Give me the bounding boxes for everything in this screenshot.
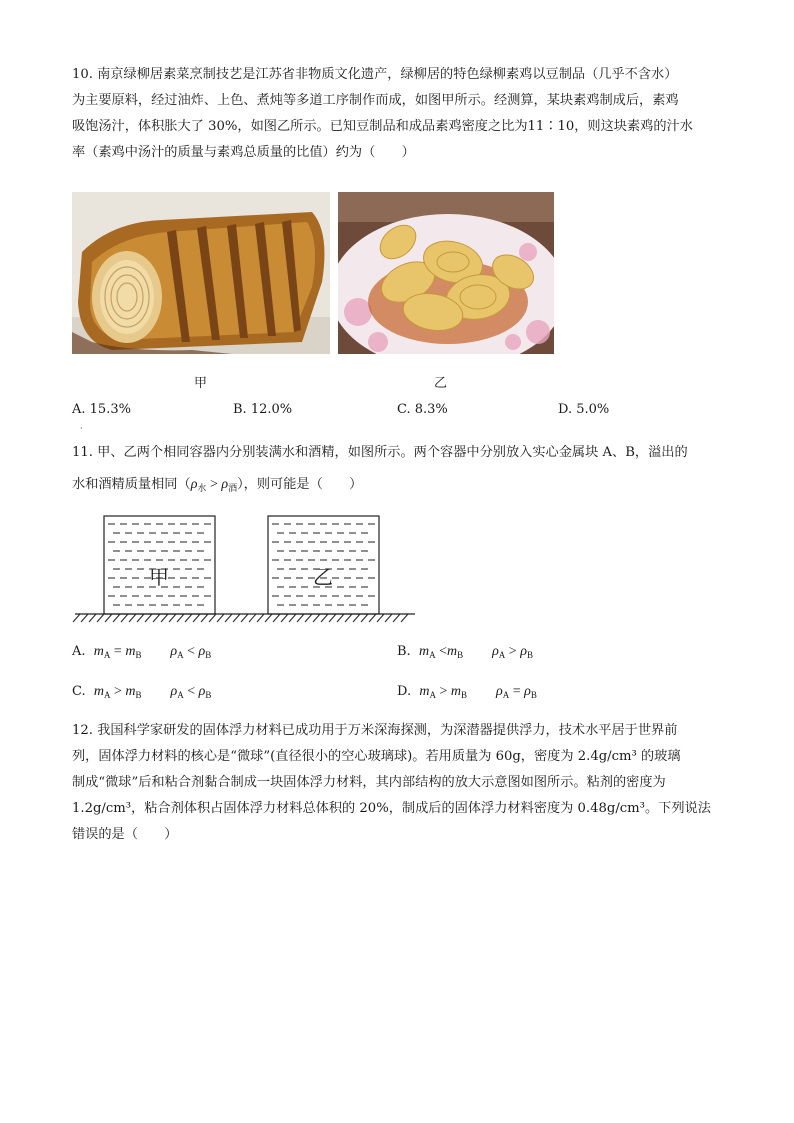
- q11-option-d: D. $m_A > m_B$ $\rho_A = \rho_B$: [397, 684, 537, 700]
- ground-hatch-line: [361, 614, 368, 622]
- ground-hatch-line: [337, 614, 344, 622]
- ground-hatch-line: [353, 614, 360, 622]
- ground-hatch-line: [265, 614, 272, 622]
- q10-option-d: D. 5.0%: [558, 402, 610, 417]
- q10-line-3: 吸饱汤汁，体积胀大了 30%，如图乙所示。已知豆制品和成品素鸡密度之比为11∶10，则这块素鸡的汁水: [72, 119, 693, 134]
- ground-hatch-line: [137, 614, 144, 622]
- container-yi-label: 乙: [313, 565, 333, 589]
- ground-hatch-line: [97, 614, 104, 622]
- ground-hatch-line: [209, 614, 216, 622]
- ground-hatch-line: [321, 614, 328, 622]
- ground-hatch-line: [217, 614, 224, 622]
- ground-hatch-line: [305, 614, 312, 622]
- ground-hatch-line: [329, 614, 336, 622]
- ground-hatch-line: [121, 614, 128, 622]
- caption-yi: 乙: [434, 376, 448, 391]
- ground-hatch-line: [257, 614, 264, 622]
- q12-line-2: 列，固体浮力材料的核心是“微球”(直径很小的空心玻璃球)。若用质量为 60g，密度为 2.4g/cm³ 的玻璃: [72, 749, 681, 764]
- q10-option-a: A. 15.3%: [72, 402, 131, 417]
- ground-hatch-line: [233, 614, 240, 622]
- q10-line-1: 10. 南京绿柳居素菜烹制技艺是江苏省非物质文化遗产，绿柳居的特色绿柳素鸡以豆制品（几乎不含水）: [72, 67, 678, 82]
- ground-hatch-line: [313, 614, 320, 622]
- question-11-text: [72, 440, 724, 501]
- photo-sliced-vegetarian-chicken: [72, 192, 330, 354]
- ground-hatch-line: [105, 614, 112, 622]
- ground-hatch-line: [161, 614, 168, 622]
- ground-hatch-line: [113, 614, 120, 622]
- ground-hatch-line: [377, 614, 384, 622]
- ground-hatch-line: [153, 614, 160, 622]
- ground-hatch-line: [241, 614, 248, 622]
- question-12-text: [72, 718, 724, 848]
- ground-hatch-line: [89, 614, 96, 622]
- ground-hatch-line: [185, 614, 192, 622]
- containers-diagram: [70, 512, 420, 630]
- ground-hatch-line: [81, 614, 88, 622]
- ground-hatch-line: [369, 614, 376, 622]
- stray-dot: ·: [80, 424, 83, 433]
- photo-vegetarian-chicken-in-sauce: [338, 192, 554, 354]
- ground-hatch-line: [345, 614, 352, 622]
- ground-hatch-line: [225, 614, 232, 622]
- ground-hatch-line: [281, 614, 288, 622]
- ground-hatch-line: [193, 614, 200, 622]
- question-10-text: [72, 62, 724, 166]
- ground-hatch-line: [201, 614, 208, 622]
- q11-option-c: C. $m_A > m_B$ $\rho_A < \rho_B$: [72, 684, 212, 700]
- ground-hatch-line: [273, 614, 280, 622]
- ground-hatch-line: [177, 614, 184, 622]
- q11-line-1: 11. 甲、乙两个相同容器内分别装满水和酒精，如图所示。两个容器中分别放入实心金属块 A、B，溢出的: [72, 445, 688, 460]
- ground-hatch-line: [401, 614, 408, 622]
- ground-hatch-line: [385, 614, 392, 622]
- q10-option-c: C. 8.3%: [397, 402, 448, 417]
- q12-line-3: 制成“微球”后和粘合剂黏合制成一块固体浮力材料，其内部结构的放大示意图如图所示。粘剂的密度为: [72, 775, 666, 790]
- ground-hatch-line: [73, 614, 80, 622]
- caption-jia: 甲: [194, 376, 208, 391]
- ground-hatch-line: [249, 614, 256, 622]
- q10-option-b: B. 12.0%: [233, 402, 293, 417]
- q12-line-4: 1.2g/cm³，粘合剂体积占固体浮力材料总体积的 20%，制成后的固体浮力材料密度为 0.48g/cm³。下列说法: [72, 801, 711, 816]
- q11-option-b: B. $m_A <m_B$ $\rho_A > \rho_B$: [397, 644, 533, 660]
- ground-hatch-line: [145, 614, 152, 622]
- ground-hatch-line: [129, 614, 136, 622]
- ground-hatch-line: [169, 614, 176, 622]
- q11-line-2: 水和酒精质量相同$(\rho_水 > \rho_酒)$，则可能是（ ）: [72, 477, 363, 493]
- q10-line-4: 率（素鸡中汤汁的质量与素鸡总质量的比值）约为（ ）: [72, 145, 415, 160]
- q10-line-2: 为主要原料，经过油炸、上色、煮炖等多道工序制作而成，如图甲所示。经测算，某块素鸡制成后，素鸡: [72, 93, 679, 108]
- q12-line-5: 错误的是（ ）: [72, 827, 178, 842]
- container-jia-label: 甲: [149, 565, 169, 589]
- ground-hatch-line: [393, 614, 400, 622]
- q12-line-1: 12. 我国科学家研发的固体浮力材料已成功用于万米深海探测，为深潜器提供浮力，技术水平居于世界前: [72, 723, 678, 738]
- q11-option-a: A. $m_A = m_B$ $\rho_A < \rho_B$: [72, 644, 212, 660]
- ground-hatch-line: [289, 614, 296, 622]
- ground-hatch-line: [297, 614, 304, 622]
